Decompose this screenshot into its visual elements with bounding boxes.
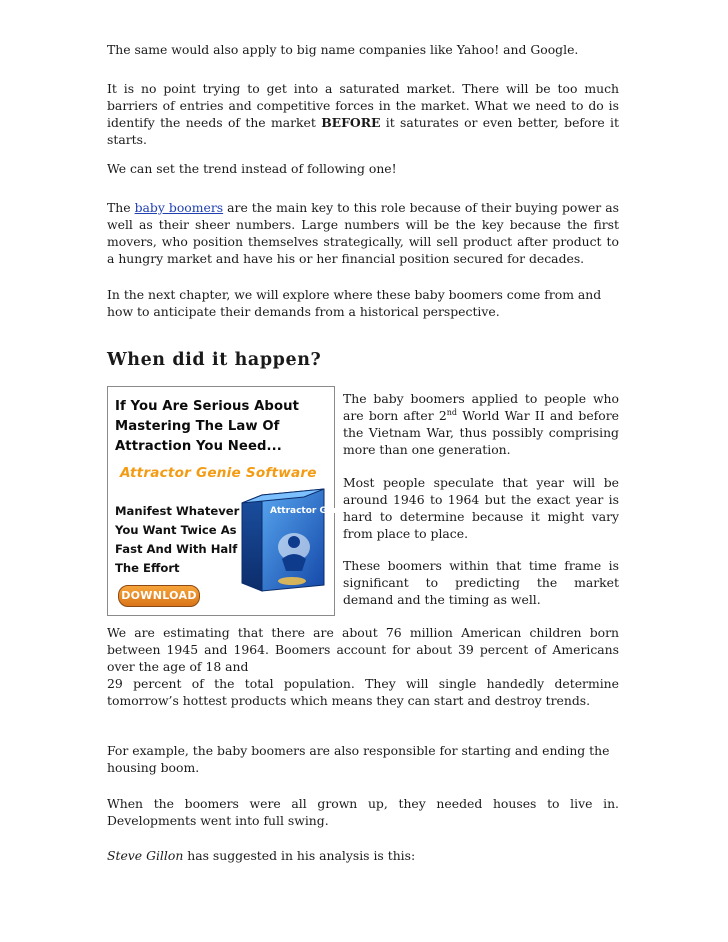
text-run: The baby boomers applied to people who are born after 2: [343, 391, 619, 423]
text-run: The: [107, 200, 135, 215]
software-box-image: [232, 487, 349, 597]
paragraph-saturated-market: [107, 80, 619, 148]
box-label: Attractor Genie: [270, 506, 349, 516]
ad-brand: Attractor Genie Software: [120, 465, 317, 481]
text-run: it saturates or even better, before it starts.: [107, 115, 619, 147]
author-name: Steve Gillon: [107, 848, 184, 863]
text-run: has suggested in his analysis is this:: [183, 848, 416, 863]
text-run: It is no point trying to get into a saturated market. There will be too much barriers of entries and competitive forces in the market. What we need to do is identify the needs of the market: [107, 81, 619, 130]
paragraph-next-chapter: In the next chapter, we will explore where these baby boomers come from and how to anticipate their demands from a historical perspective.: [107, 287, 602, 319]
paragraph-set-trend: We can set the trend instead of following one!: [107, 161, 397, 176]
paragraph-grown-up: When the boomers were all grown up, they needed houses to live in. Developments went into full swing.: [107, 796, 619, 828]
baby-boomers-link[interactable]: baby boomers: [134, 200, 224, 215]
text-run: World War II and before the Vietnam War, thus possibly comprising more than one generation.: [343, 408, 619, 457]
attractor-genie-ad[interactable]: [107, 386, 349, 616]
download-button[interactable]: DOWNLOAD: [118, 585, 200, 607]
paragraph-boomers-definition: [343, 390, 619, 458]
paragraph-housing-boom: For example, the baby boomers are also responsible for starting and ending the housing boom.: [107, 743, 610, 775]
paragraph-gillon: [107, 847, 415, 864]
paragraph-estimates: We are estimating that there are about 76 million American children born between 1945 and 1964. Boomers account for about 39 percent of Americans over the age of 18 and: [107, 625, 619, 674]
bold-before: BEFORE: [321, 115, 381, 130]
paragraph-time-frame: These boomers within that time frame is significant to predicting the market demand and the timing as well.: [343, 558, 619, 607]
paragraph-year-speculation: Most people speculate that year will be around 1946 to 1964 but the exact year is hard to determine because it might vary from place to place.: [343, 475, 619, 541]
paragraph-big-companies: The same would also apply to big name companies like Yahoo! and Google.: [107, 42, 579, 57]
ad-tagline: Manifest Whatever You Want Twice As Fast And With Half The Effort: [115, 504, 240, 575]
paragraph-baby-boomers-key: [107, 199, 619, 267]
section-heading: When did it happen?: [107, 350, 322, 370]
text-run: are the main key to this role because of their buying power as well as their sheer numbers. Large numbers will be the key because the first movers, who position themselves strategically, will sell product after product to a hungry market and have his or her financial position secured for decades.: [107, 200, 619, 266]
ad-headline: If You Are Serious About Mastering The Law Of Attraction You Need...: [115, 399, 300, 454]
paragraph-population: 29 percent of the total population. They will single handedly determine tomorrow’s hottest products which means they can start and destroy trends.: [107, 676, 619, 708]
superscript: nd: [446, 407, 458, 417]
